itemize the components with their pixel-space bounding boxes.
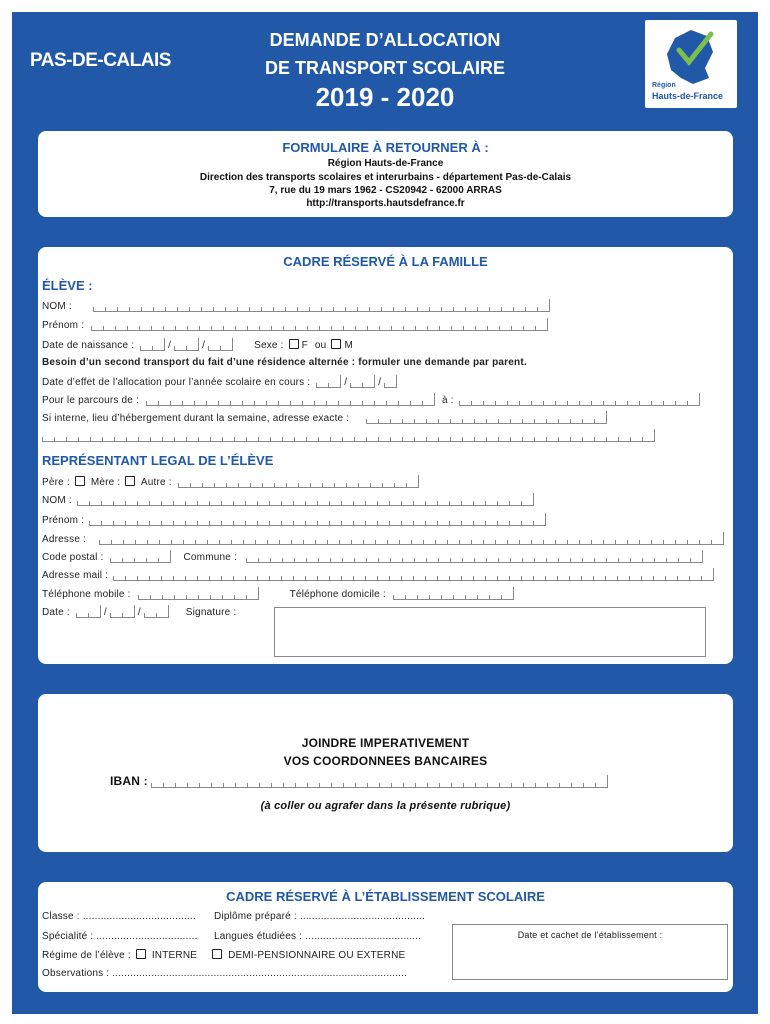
sex-f-checkbox[interactable] (289, 339, 299, 349)
birth-month-input[interactable] (174, 338, 199, 351)
date-separator: / (103, 607, 107, 618)
diplome-field: Diplôme préparé : .......................................... (214, 911, 425, 922)
home-phone-label: Téléphone domicile : (289, 589, 386, 600)
bank-line2: VOS COORDONNEES BANCAIRES (283, 754, 488, 768)
regime-row (42, 949, 405, 961)
address-input[interactable] (99, 532, 724, 545)
logo-text-hdf: Hauts-de-France (652, 91, 724, 101)
father-label: Père : (42, 477, 70, 488)
boarding-row-2 (42, 429, 655, 442)
date-signature-row (42, 605, 236, 618)
school-title: CADRE RÉSERVÉ À L’ÉTABLISSEMENT SCOLAIRE (226, 889, 545, 904)
sign-year-input[interactable] (144, 605, 169, 618)
date-separator: / (202, 340, 206, 351)
rep-prenom-label: Prénom : (42, 515, 85, 526)
postal-row (42, 550, 703, 563)
mobile-label: Téléphone mobile : (42, 589, 131, 600)
route-row (42, 393, 700, 406)
effective-month-input[interactable] (350, 375, 375, 388)
return-title: FORMULAIRE À RETOURNER À : (282, 140, 489, 155)
department-name: PAS-DE-CALAIS (30, 50, 171, 71)
student-nom-input[interactable] (93, 299, 550, 312)
sex-or-label: ou (314, 340, 327, 351)
student-prenom-row (42, 318, 548, 331)
iban-row (110, 774, 608, 788)
effective-date-label: Date d’effet de l’allocation pour l’année scolaire en cours : (42, 377, 311, 388)
boarding-input[interactable] (366, 411, 607, 424)
classe-field: Classe : ...................................... (42, 911, 196, 922)
rep-nom-label: NOM : (42, 495, 72, 506)
stamp-label: Date et cachet de l’établissement : (517, 930, 663, 940)
sign-day-input[interactable] (76, 605, 101, 618)
date-separator: / (344, 377, 348, 388)
rep-prenom-input[interactable] (89, 513, 546, 526)
legal-rep-heading: REPRÉSENTANT LEGAL DE L’ÉLÈVE (42, 453, 274, 468)
relation-row (42, 475, 419, 488)
interne-checkbox[interactable] (136, 949, 146, 959)
birth-day-input[interactable] (140, 338, 165, 351)
family-card (38, 247, 733, 664)
postal-input[interactable] (110, 550, 171, 563)
signature-label: Signature : (185, 607, 237, 618)
student-nom-label: NOM : (42, 301, 72, 312)
return-line4: http://transports.hautsdefrance.fr (306, 198, 465, 209)
demi-checkbox[interactable] (212, 949, 222, 959)
interne-label: INTERNE (151, 950, 198, 961)
bank-line1: JOINDRE IMPERATIVEMENT (301, 736, 470, 750)
phone-row (42, 587, 514, 600)
rep-nom-input[interactable] (77, 493, 534, 506)
family-title: CADRE RÉSERVÉ À LA FAMILLE (283, 254, 488, 269)
logo-text-region: Région (652, 82, 676, 89)
birth-date-row (42, 338, 353, 351)
return-address-card (38, 131, 733, 217)
route-to-input[interactable] (459, 393, 700, 406)
student-nom-row (42, 299, 550, 312)
other-label: Autre : (140, 477, 172, 488)
return-line2: Direction des transports scolaires et interurbains - département Pas-de-Calais (199, 172, 572, 183)
birth-date-label: Date de naissance : (42, 340, 135, 351)
langues-field: Langues étudiées : ....................................... (214, 931, 422, 942)
form-title-line1: DEMANDE D’ALLOCATION (269, 30, 501, 50)
bank-card (38, 694, 733, 852)
date-separator: / (378, 377, 382, 388)
school-year: 2019 - 2020 (315, 82, 455, 112)
school-card (38, 882, 733, 992)
mobile-input[interactable] (138, 587, 259, 600)
other-input[interactable] (178, 475, 419, 488)
rep-prenom-row (42, 513, 546, 526)
student-heading: ÉLÈVE : (42, 278, 93, 293)
father-checkbox[interactable] (75, 476, 85, 486)
mother-checkbox[interactable] (125, 476, 135, 486)
boarding-input-2[interactable] (42, 429, 655, 442)
bank-note: (à coller ou agrafer dans la présente rubrique) (260, 800, 511, 812)
route-from-label: Pour le parcours de : (42, 395, 140, 406)
return-line3: 7, rue du 19 mars 1962 - CS20942 - 62000 ARRAS (269, 185, 502, 196)
student-prenom-input[interactable] (91, 318, 548, 331)
signature-box[interactable] (274, 607, 706, 657)
route-from-input[interactable] (146, 393, 435, 406)
address-label: Adresse : (42, 534, 87, 545)
sex-m-checkbox[interactable] (331, 339, 341, 349)
student-prenom-label: Prénom : (42, 320, 85, 331)
iban-input[interactable] (151, 775, 608, 788)
effective-date-row (42, 375, 397, 388)
boarding-label: Si interne, lieu d’hébergement durant la semaine, adresse exacte : (42, 413, 350, 424)
birth-year-input[interactable] (208, 338, 233, 351)
mother-label: Mère : (90, 477, 121, 488)
route-to-label: à : (442, 395, 454, 406)
home-phone-input[interactable] (393, 587, 514, 600)
observations-field: Observations : ................................................................................................... (42, 968, 408, 979)
city-label: Commune : (183, 552, 237, 563)
demi-label: DEMI-PENSIONNAIRE OU EXTERNE (228, 950, 406, 961)
alternate-residence-note: Besoin d’un second transport du fait d’une résidence alternée : formuler une demande par parent. (42, 357, 527, 368)
sign-month-input[interactable] (110, 605, 135, 618)
boarding-row (42, 411, 607, 424)
postal-label: Code postal : (42, 552, 104, 563)
date-separator: / (168, 340, 172, 351)
sex-f-label: F (301, 340, 308, 351)
address-row (42, 532, 724, 545)
email-input[interactable] (113, 568, 714, 581)
form-title-line2: DE TRANSPORT SCOLAIRE (264, 58, 505, 78)
email-label: Adresse mail : (42, 570, 109, 581)
effective-year-input[interactable] (384, 375, 397, 388)
return-line1: Région Hauts-de-France (327, 158, 444, 169)
sex-label: Sexe : (254, 340, 284, 351)
rep-nom-row (42, 493, 534, 506)
email-row (42, 568, 714, 581)
iban-label: IBAN : (110, 774, 148, 788)
date-separator: / (137, 607, 141, 618)
effective-day-input[interactable] (316, 375, 341, 388)
stamp-box[interactable] (452, 924, 728, 980)
regime-label: Régime de l’élève : (42, 950, 131, 961)
date-label: Date : (42, 607, 70, 618)
sex-m-label: M (344, 340, 353, 351)
city-input[interactable] (246, 550, 703, 563)
specialite-field: Spécialité : .................................. (42, 931, 198, 942)
